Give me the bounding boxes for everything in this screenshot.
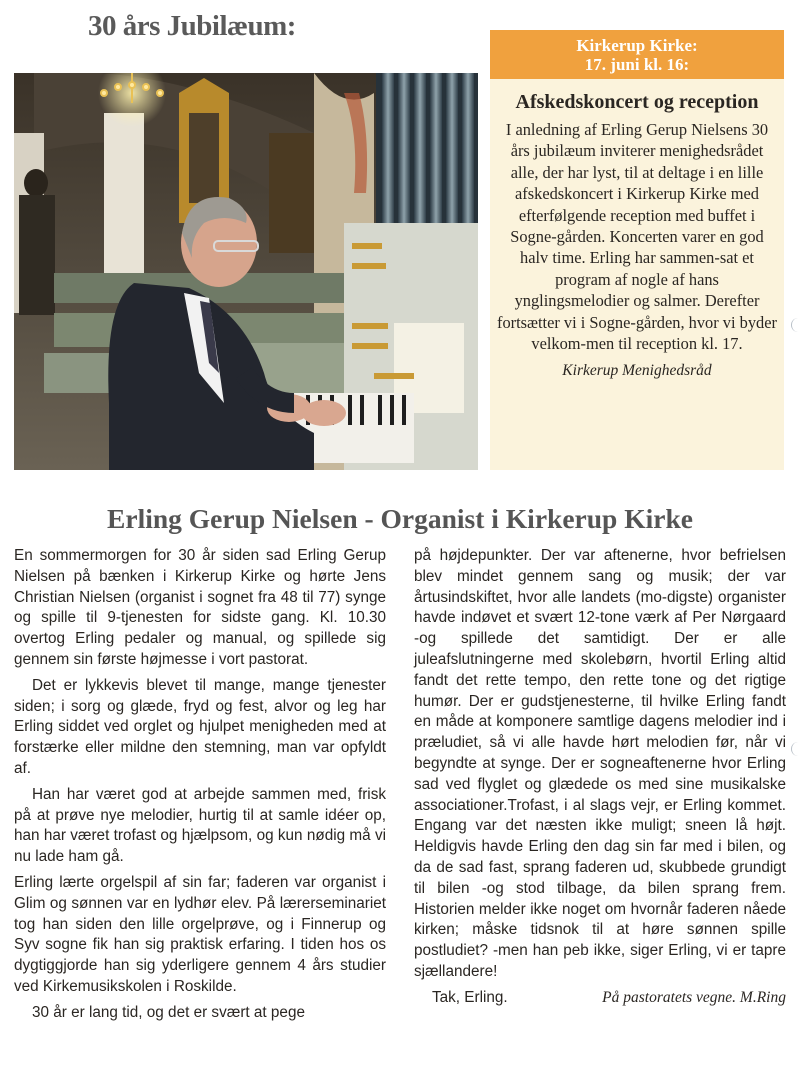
- event-location: Kirkerup Kirke:: [576, 36, 698, 55]
- article-headline: Erling Gerup Nielsen - Organist i Kirkerup Kirke: [107, 503, 693, 534]
- event-date: 17. juni kl. 16:: [584, 55, 690, 74]
- organist-photo: [14, 73, 478, 470]
- article-signature: På pastoratets vegne. M.Ring: [602, 988, 786, 1006]
- article-column-left: [14, 546, 386, 1029]
- article-paragraph: 30 år er lang tid, og det er svært at pege: [32, 1003, 305, 1021]
- article-column-right: [414, 546, 786, 1009]
- article-paragraph: Erling lærte orgelspil af sin far; faderen var organist i Glim og sønnen var en lydhør elev. På lærerseminariet tog han siden den lille orgelprøve, og i Finnerup og Syv sogne fik han sig praktisk erfaring. I tiden hos os dygtiggjorde han sig yderligere gennem 4 års studier ved Kirkemusikskolen i Roskilde.: [14, 873, 386, 995]
- article-paragraph: Han har været god at arbejde sammen med, frisk på at prøve nye melodier, hurtig til at samle idéer op, han har været trofast og hjælpsom, og kun nødig må vi nu lade ham gå.: [14, 785, 386, 866]
- event-title: Afskedskoncert og reception: [515, 91, 759, 113]
- article-signoff: [414, 988, 786, 1009]
- article-paragraph: Det er lykkevis blevet til mange, mange tjenester siden; i sorg og glæde, fryd og fest, alvor og leg har Erling siddet ved orglet og hjulpet menigheden med at forstærke eller mildne den stemning, man var opfyldt af.: [14, 676, 386, 777]
- event-description: I anledning af Erling Gerup Nielsens 30 års jubilæum inviterer menighedsrådet alle, der har lyst, til at deltage i en lille afskedskoncert i Kirkerup Kirke med efterfølgende reception med buffet i Sogne-gården. Koncerten varer en god halv time. Erling har sammen-sat et program af nogle af hans ynglingsmelodier og salmer. Derefter fortsætter vi i Sogne-gården, hvor vi byder velkom-men til reception kl. 17.: [497, 120, 777, 354]
- event-date-header: [490, 30, 784, 79]
- event-signature: Kirkerup Menighedsråd: [562, 362, 712, 380]
- page-edge-mark: [791, 318, 800, 332]
- article-paragraph: på højdepunkter. Der var aftenerne, hvor befrielsen blev mindet gennem sang og musik; der var årtusindskiftet, hvor alle landets (mo-digste) organister havde indøvet et svært 12-tone værk af Per Nørgaard -og spillede det samtidigt. Der er alle juleafslutningerne med skolebørn, hvortil Erling altid fandt det rette tempo, den rette tone og det rigtige humør. Der er gudstjenesterne, til hvilke Erling fandt en måde at komponere samtlige dagens melodier ind i præludiet, så vi alle havde hørt melodien før, når vi begyndte at synge. Der er sogneaftenerne hvor Erling sad ved flyglet og glædede os med sine musikalske associationer.Trofast, i al slags vejr, er Erling kommet. Engang var det næsten ikke muligt; sneen lå højt. Heldigvis havde Erling den dag sin far med i bilen, og da de sad fast, sprang faderen ud, skubbede grundigt til bilen -og stod tilbage, da bilen sprang frem. Historien melder ikke noget om hvornår faderen nåede kirken; måske tidsnok til at høre sønnen spille postludiet? -men han peb ikke, siger Erling, vi er tapre sjællandere!: [414, 547, 786, 980]
- concert-info-box: [490, 30, 784, 470]
- thanks-line: Tak, Erling.: [432, 988, 508, 1006]
- page-edge-mark: [791, 742, 800, 756]
- article-paragraph: En sommermorgen for 30 år siden sad Erling Gerup Nielsen på bænken i Kirkerup Kirke og hørte Jens Christian Nielsen (organist i sognet fra 48 til 77) synge og spille til 9-tjenesten for sidste gang. Kl. 10.30 overtog Erling pedaler og manual, og spillede sig gennem sin første højmesse i vort pastorat.: [14, 547, 386, 668]
- page-title: 30 års Jubilæum:: [88, 10, 296, 42]
